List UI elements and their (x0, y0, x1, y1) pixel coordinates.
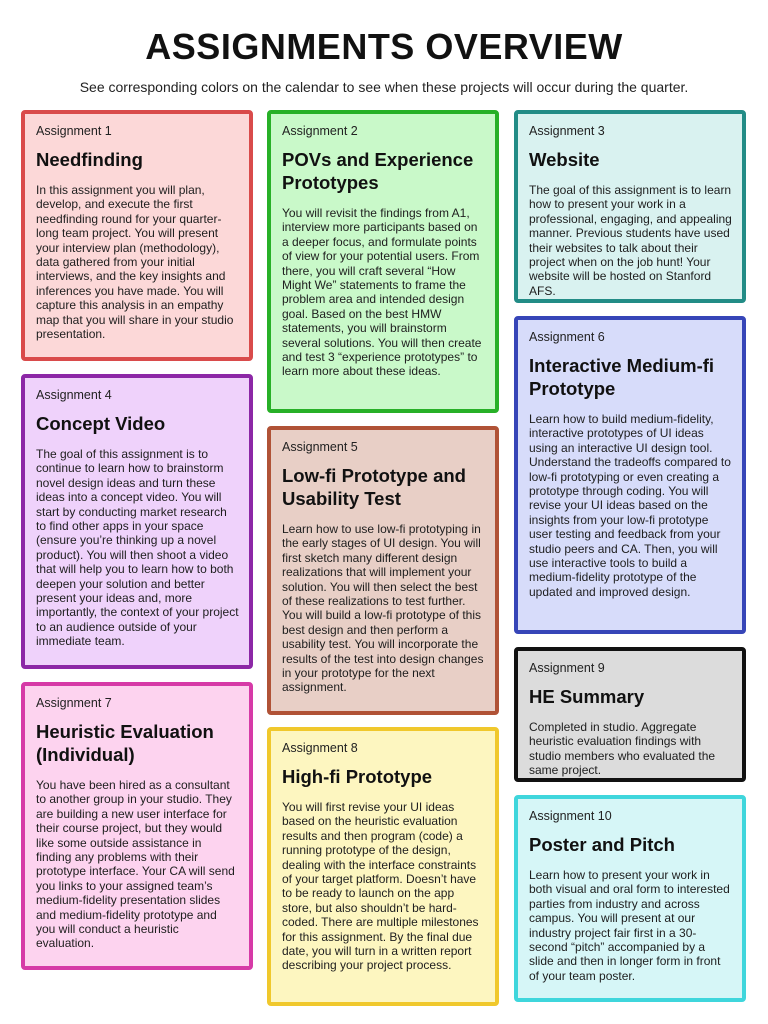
assignment-description: You have been hired as a consultant to another group in your studio. They are building a new user interface for their course project, but they would like some outside assistance in finding any problems with their prototype interface. Your CA will send you links to your assigned team’s medium-fidelity presentation slides and medium-fidelity prototype and you will conduct a heuristic evaluation. (36, 778, 235, 951)
assignment-description: The goal of this assignment is to continue to learn how to brainstorm novel design ideas and turn these ideas into a concept video. You will start by conducting market research to find other apps in your space (ensure you’re thinking up a novel product). You will then shoot a video that will help you to learn how to both deepen your solution and better present your ideas and, more importantly, the context of your project to an audience outside of your immediate team. (36, 447, 239, 649)
assignment-description: The goal of this assignment is to learn how to present your work in a professional, engaging, and appealing manner. Previous students have used their websites to talk about their project when on the job hunt! Your website will be hosted on Stanford AFS. (529, 183, 732, 298)
assignment-number: Assignment 3 (529, 124, 605, 138)
assignment-card-9 (514, 647, 746, 782)
assignment-description: You will revisit the findings from A1, interview more participants based on a deeper focus, and formulate points of view for your potential users. From there, you will craft several “How Might We” statements to frame the problem area and intended design goal. Based on the best HMW statements, you will brainstorm several solutions. You will then create and test 3 “experience prototypes” to learn more about these ideas. (282, 206, 482, 379)
assignment-number: Assignment 2 (282, 124, 358, 138)
assignment-card-3 (514, 110, 746, 303)
assignment-title: POVs and Experience Prototypes (282, 149, 474, 193)
assignment-description: Learn how to build medium-fidelity, interactive prototypes of UI ideas using an interactive UI design tool. Understand the tradeoffs compared to low-fi prototyping or even creating a prototype through coding. You will revise your UI ideas based on the insights from your low-fi prototype user testing and feedback from your studio peers and CA. Then, you will use interactive tools to build a medium-fidelity prototype of the updated and improved design. (529, 412, 731, 599)
assignment-description: Learn how to use low-fi prototyping in the early stages of UI design. You will first sketch many different design realizations that will implement your solution. You will then select the best of these realizations to test further. You will build a low-fi prototype of this best design and then perform a usability test. You will incorporate the results of the test into design changes in your prototype for the next assignment. (282, 522, 484, 695)
assignment-title: Needfinding (36, 149, 143, 170)
assignment-title: High-fi Prototype (282, 766, 433, 787)
page-subtitle: See corresponding colors on the calendar to see when these projects will occur during the quarter. (79, 79, 689, 95)
assignment-title: HE Summary (529, 686, 645, 707)
assignment-number: Assignment 7 (36, 696, 112, 710)
assignment-card-2 (267, 110, 499, 413)
assignment-number: Assignment 4 (36, 388, 112, 402)
assignment-number: Assignment 1 (36, 124, 112, 138)
assignment-title: Concept Video (36, 413, 166, 434)
assignment-title: Poster and Pitch (529, 834, 675, 855)
assignment-number: Assignment 5 (282, 440, 358, 454)
assignment-card-1 (21, 110, 253, 361)
assignment-card-10 (514, 795, 746, 1002)
assignment-title: Low-fi Prototype and Usability Test (282, 465, 466, 509)
assignment-title: Interactive Medium-fi Prototype (529, 355, 715, 399)
assignment-description: Learn how to present your work in both visual and oral form to interested parties from industry and across campus. You will present at our industry project fair first in a 30-second “pitch” accompanied by a slide and then in longer form in front of your team poster. (529, 868, 730, 983)
assignment-card-7 (21, 682, 253, 970)
assignment-title: Heuristic Evaluation (Individual) (36, 721, 214, 765)
assignment-description: Completed in studio. Aggregate heuristic evaluation findings with studio members who evaluated the same project. (529, 720, 716, 778)
assignment-card-8 (267, 727, 499, 1006)
assignment-card-4 (21, 374, 253, 669)
assignment-description: In this assignment you will plan, develop, and execute the first needfinding round for your quarter-long team project. You will present your interview plan (methodology), data gathered from your initial interviews, and the key insights and inferences you have made. You will capture this analysis in an empathy map that you will share in your studio presentation. (36, 183, 234, 342)
assignment-number: Assignment 9 (529, 661, 605, 675)
page-title: ASSIGNMENTS OVERVIEW (145, 26, 623, 67)
assignment-number: Assignment 8 (282, 741, 358, 755)
assignment-description: You will first revise your UI ideas based on the heuristic evaluation results and then program (code) a running prototype of the design, dealing with the interface constraints of your target platform. Doesn’t have to be ready to launch on the app store, but also shouldn’t be hard-coded. There are multiple milestones for this assignment. By the final due date, you will turn in a written report describing your project process. (282, 800, 479, 973)
assignment-number: Assignment 10 (529, 809, 612, 823)
assignment-title: Website (529, 149, 600, 170)
assignment-number: Assignment 6 (529, 330, 605, 344)
assignment-card-5 (267, 426, 499, 715)
assignment-card-6 (514, 316, 746, 634)
